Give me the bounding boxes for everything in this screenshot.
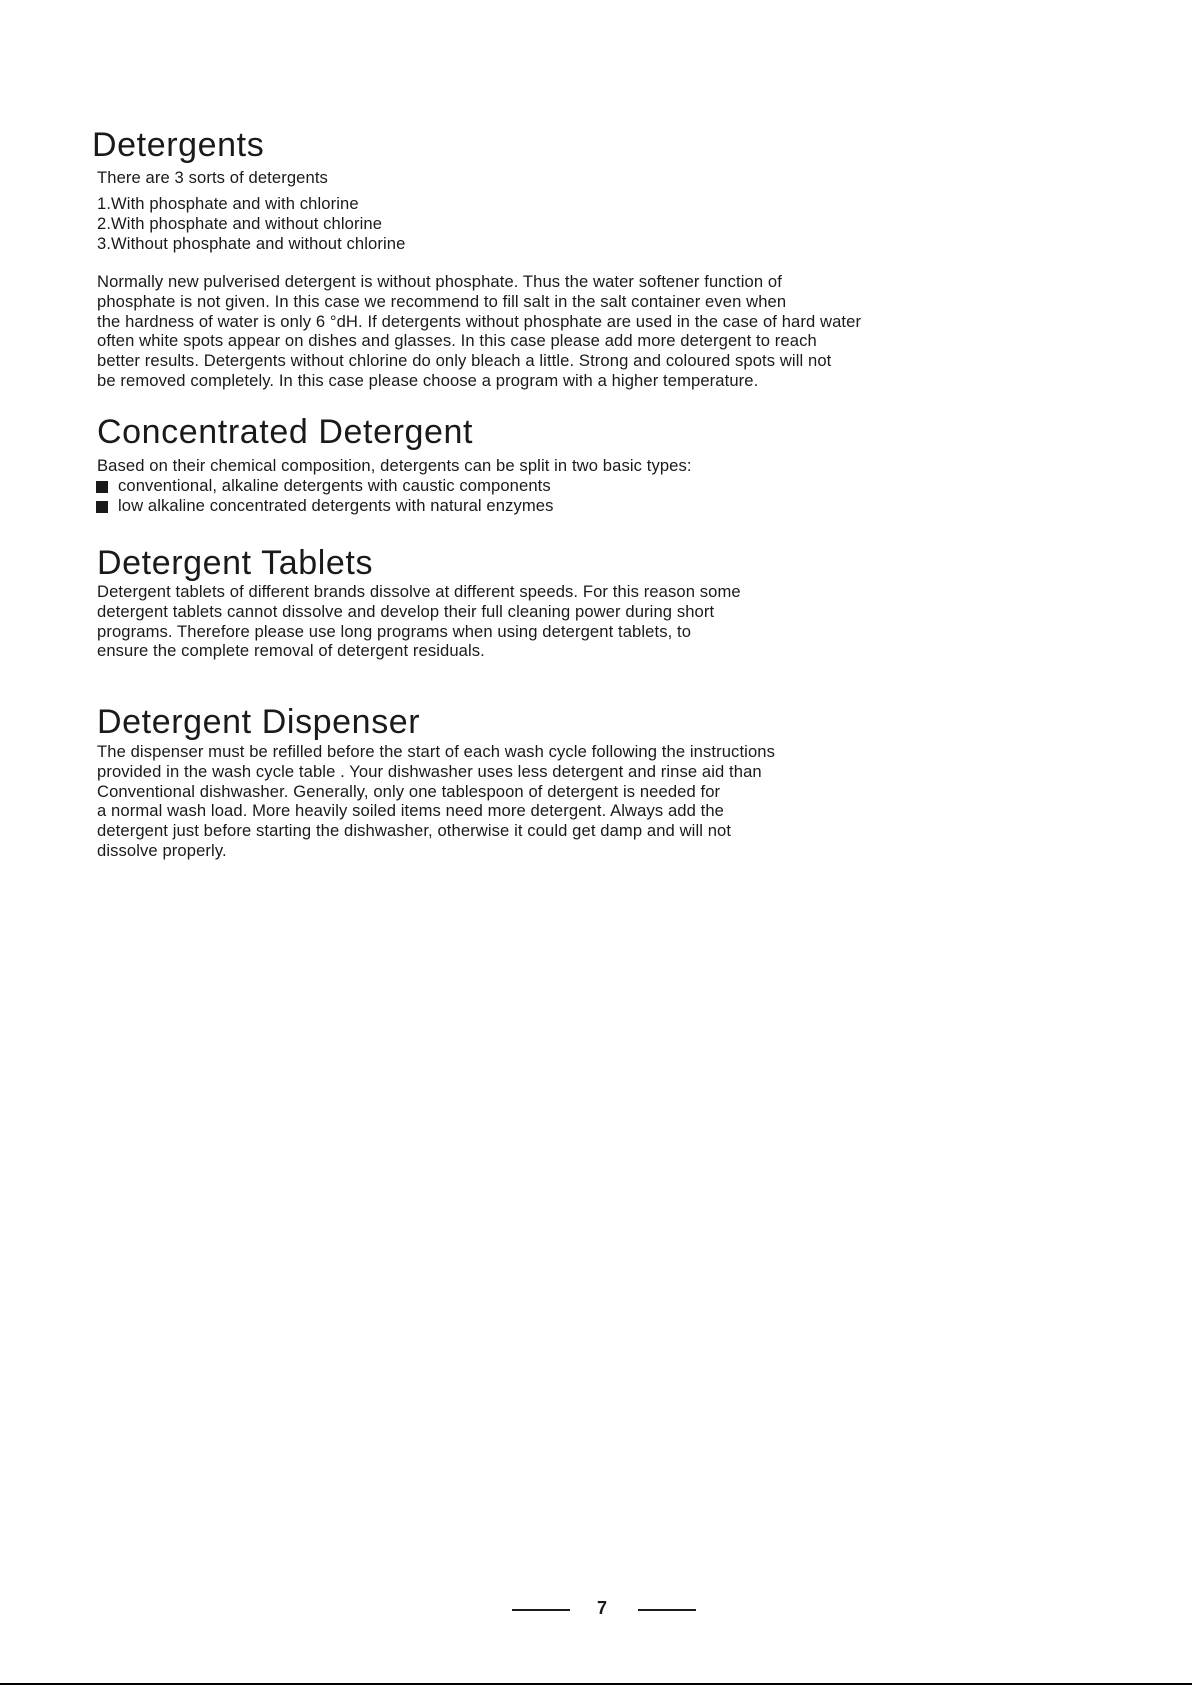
footer-rule-left: [512, 1609, 570, 1611]
body-line: dissolve properly.: [97, 840, 227, 860]
detergent-sorts-list: [97, 194, 405, 253]
list-item-text: conventional, alkaline detergents with caustic components: [118, 476, 551, 495]
concentrated-intro-line: Based on their chemical composition, detergents can be split in two basic types:: [97, 456, 692, 475]
detergent-sort-item: 3.Without phosphate and without chlorine: [97, 233, 406, 253]
body-line: Normally new pulverised detergent is without phosphate. Thus the water softener function of: [97, 272, 782, 291]
square-bullet-icon: [96, 501, 108, 513]
body-line: Conventional dishwasher. Generally, only one tablespoon of detergent is needed for: [97, 781, 721, 801]
detergents-intro: [97, 168, 328, 188]
list-item: [96, 496, 554, 516]
body-line: detergent just before starting the dishwasher, otherwise it could get damp and will not: [97, 821, 732, 841]
body-line: a normal wash load. More heavily soiled items need more detergent. Always add the: [97, 801, 725, 821]
body-line: Detergent tablets of different brands dissolve at different speeds. For this reason some: [97, 582, 741, 601]
concentrated-intro: [97, 456, 692, 476]
body-line: phosphate is not given. In this case we recommend to fill salt in the salt container even when: [97, 291, 787, 311]
detergent-sort-item: 1.With phosphate and with chlorine: [97, 194, 359, 213]
tablets-body: [97, 582, 741, 661]
body-line: ensure the complete removal of detergent residuals.: [97, 641, 485, 661]
body-line: often white spots appear on dishes and glasses. In this case please add more detergent to reach: [97, 331, 817, 351]
detergent-dispenser-heading: Detergent Dispenser: [97, 703, 421, 741]
body-line: The dispenser must be refilled before the start of each wash cycle following the instructions: [97, 742, 775, 761]
body-line: the hardness of water is only 6 °dH. If detergents without phosphate are used in the case of hard water: [97, 311, 862, 331]
detergent-types-list: [96, 476, 554, 516]
body-line: be removed completely. In this case please choose a program with a higher temperature.: [97, 370, 759, 390]
page-number: 7: [596, 1598, 607, 1618]
concentrated-detergent-heading: Concentrated Detergent: [97, 413, 474, 451]
detergents-intro-line: There are 3 sorts of detergents: [97, 168, 328, 187]
body-line: detergent tablets cannot dissolve and develop their full cleaning power during short: [97, 601, 715, 621]
footer-rule-right: [638, 1609, 696, 1611]
detergents-heading: Detergents: [92, 126, 265, 164]
body-line: provided in the wash cycle table . Your dishwasher uses less detergent and rinse aid than: [97, 761, 762, 781]
list-item: [96, 476, 554, 496]
body-line: better results. Detergents without chlorine do only bleach a little. Strong and coloured spots will not: [97, 351, 832, 371]
list-item-text: low alkaline concentrated detergents with natural enzymes: [118, 496, 554, 515]
dispenser-body: [97, 742, 775, 861]
detergent-tablets-heading: Detergent Tablets: [97, 544, 374, 582]
square-bullet-icon: [96, 481, 108, 493]
detergents-body: [97, 272, 861, 391]
body-line: programs. Therefore please use long programs when using detergent tablets, to: [97, 621, 692, 641]
detergent-sort-item: 2.With phosphate and without chlorine: [97, 213, 383, 233]
